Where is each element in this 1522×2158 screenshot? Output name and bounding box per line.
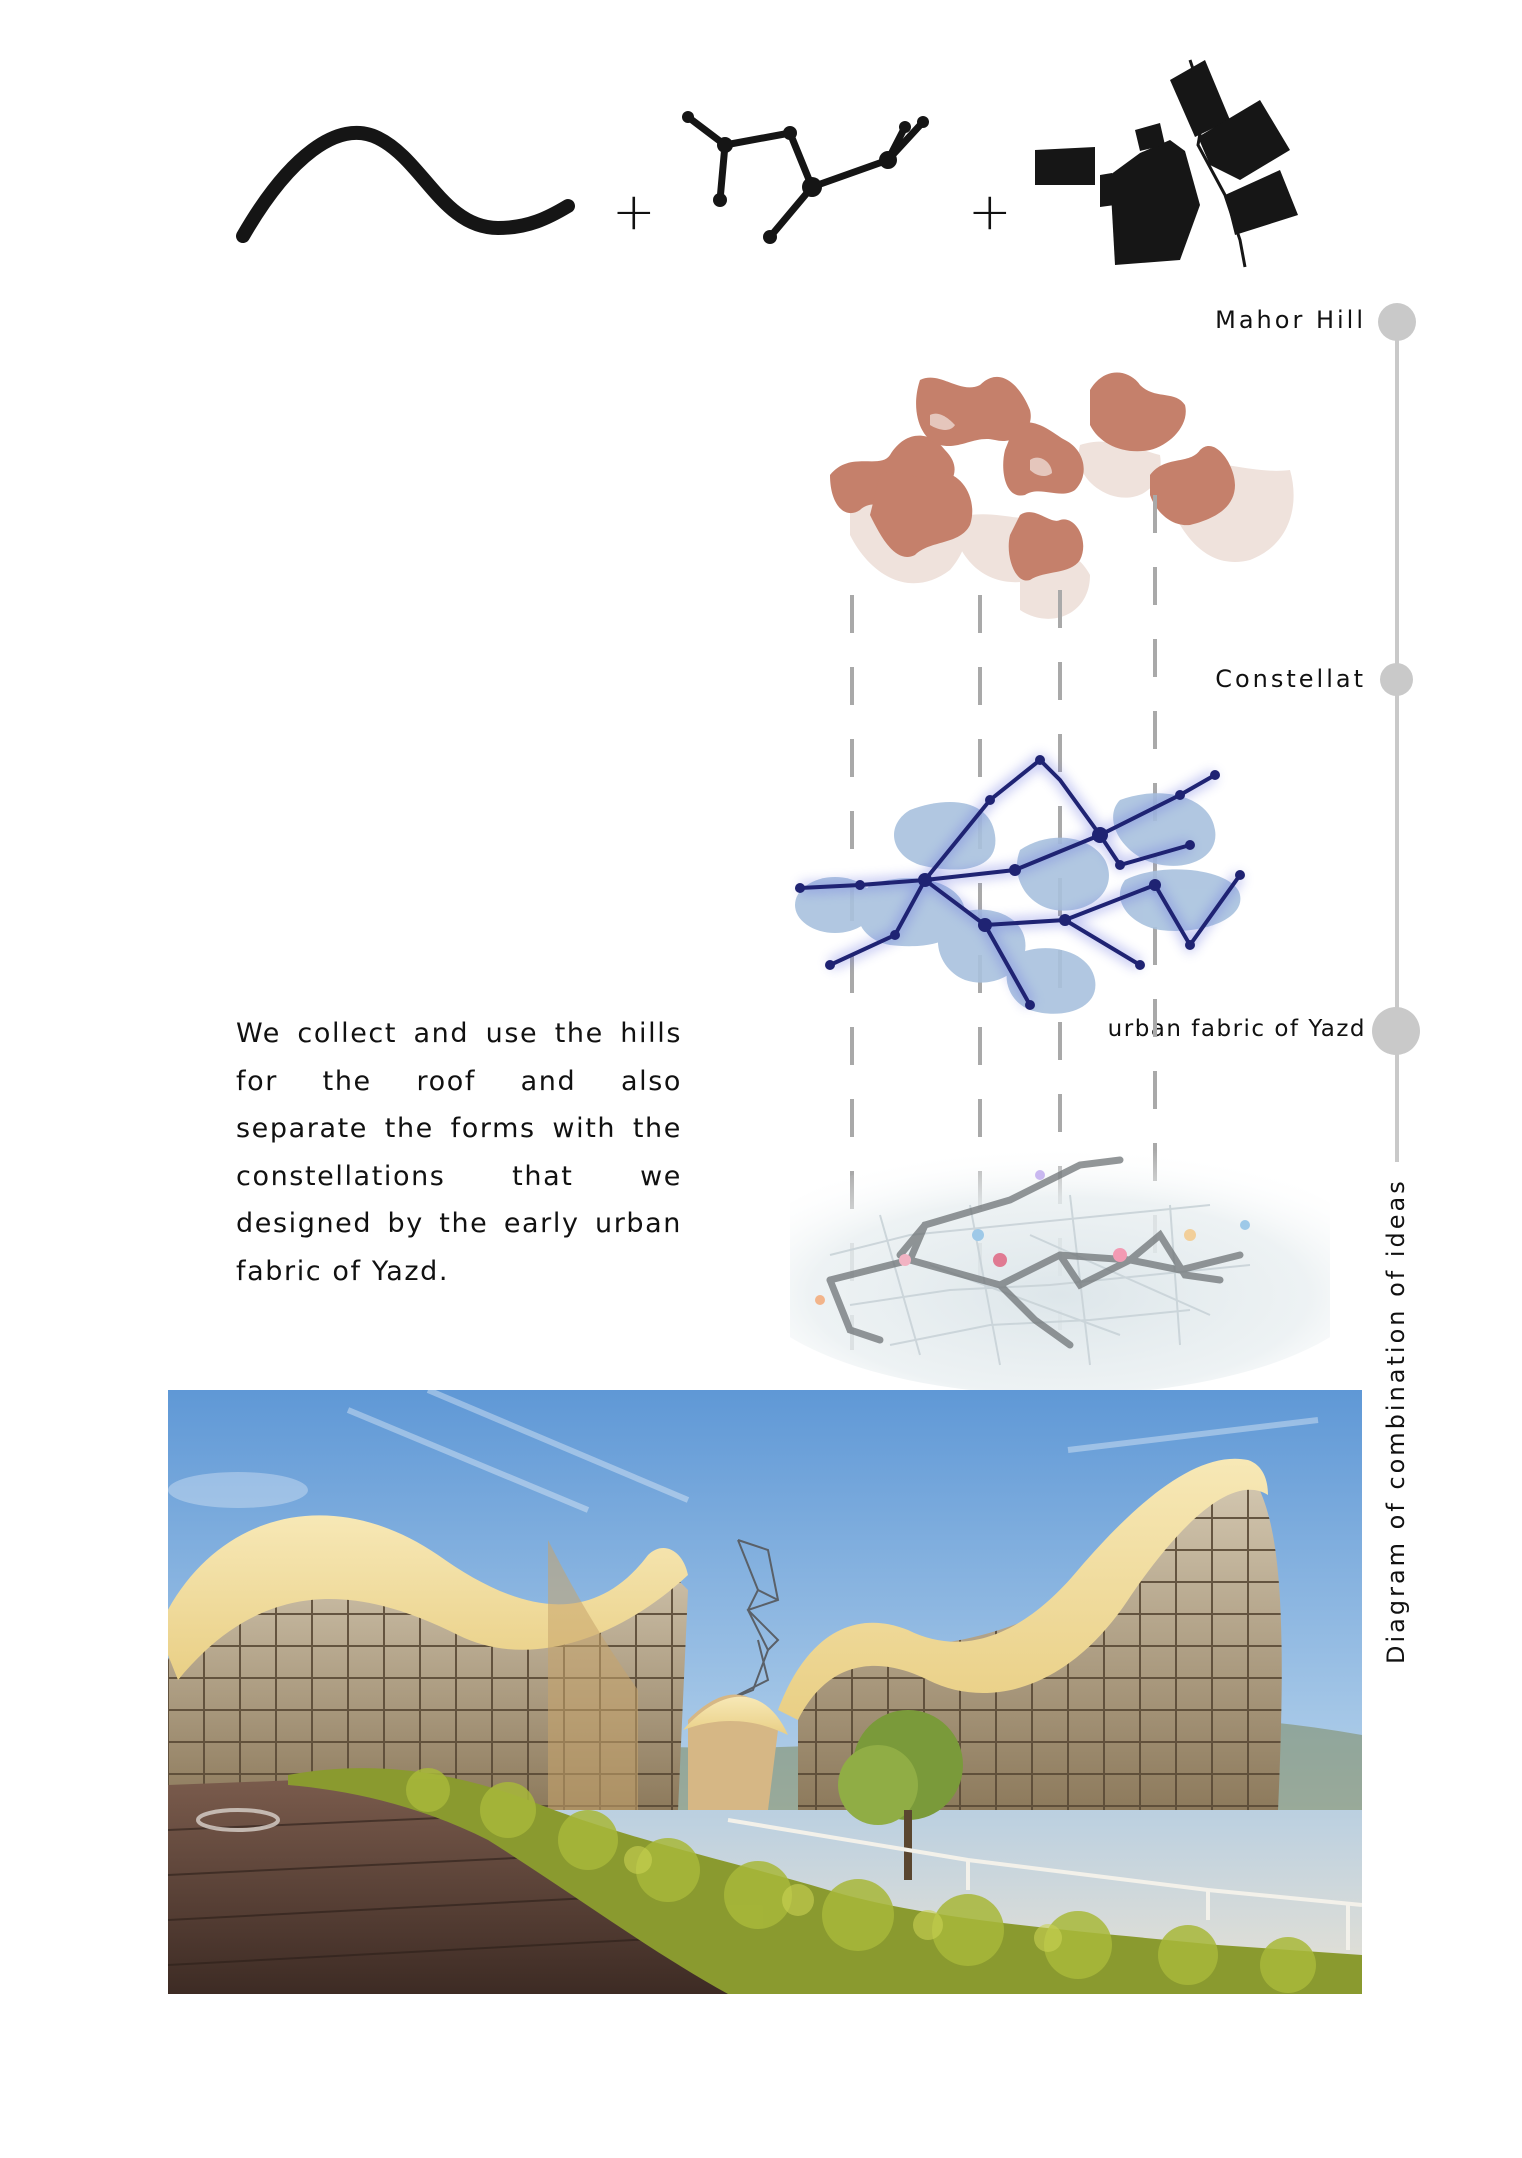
hills-layer [830, 373, 1294, 619]
wave-curve-icon [228, 118, 578, 248]
timeline-label-urban-fabric: urban fabric of Yazd [1107, 1016, 1366, 1042]
diagram-caption: Diagram of combination of ideas [1382, 1178, 1410, 1664]
timeline-dot [1378, 303, 1416, 341]
timeline-label-mahor-hill: Mahor Hill [1215, 306, 1366, 334]
timeline-label-constellation: Constellat [1215, 665, 1366, 693]
timeline-dot [1380, 663, 1413, 696]
description-text: We collect and use the hills for the roof and also separate the forms with the constellations that we designed by the early urban fabric of Yazd. [236, 1018, 682, 1287]
constellation-layer [795, 755, 1245, 1014]
urban-fabric-block-icon [1030, 55, 1300, 270]
building-render-image [168, 1390, 1362, 1994]
plus-sign: + [968, 182, 1012, 242]
plus-sign: + [612, 182, 656, 242]
layered-diagram [790, 355, 1330, 1395]
constellation-icon [670, 95, 940, 255]
urban-fabric-map-layer [790, 1145, 1330, 1395]
timeline-dot [1372, 1007, 1420, 1055]
